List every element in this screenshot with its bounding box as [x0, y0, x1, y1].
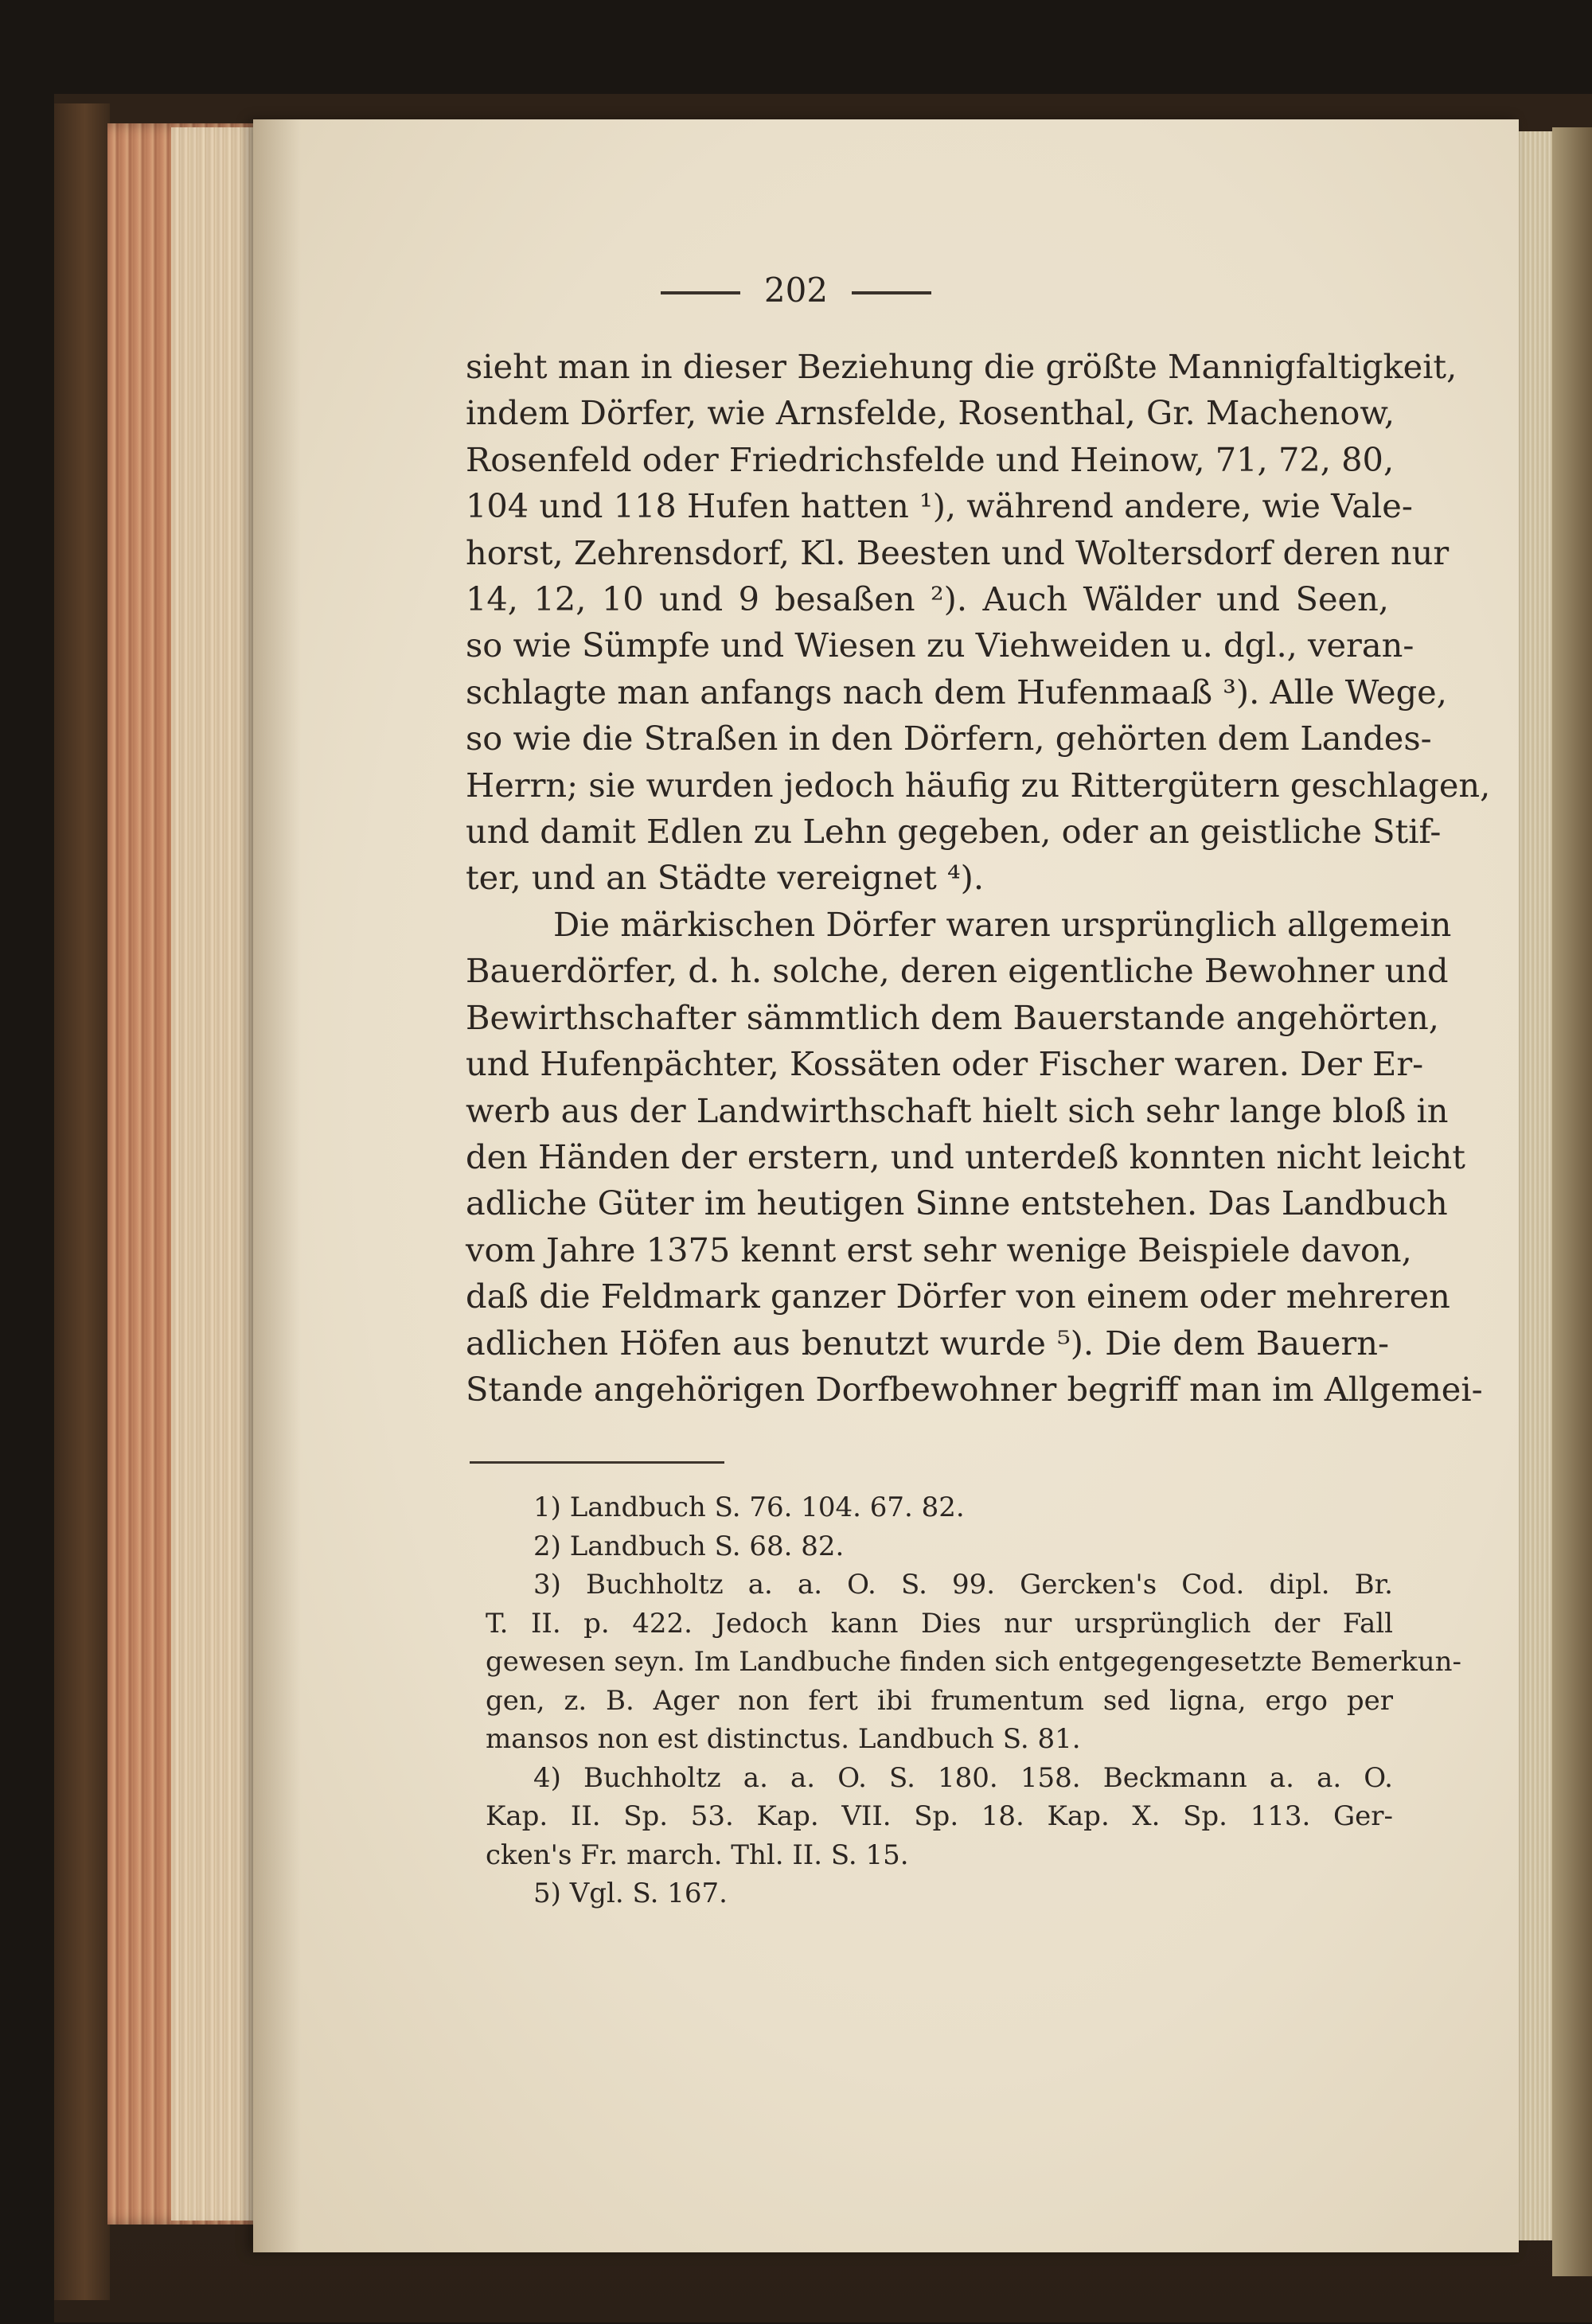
right-page-edges — [1516, 131, 1556, 2240]
page-block-inner-edges — [171, 127, 259, 2221]
body-line: indem Dörfer, wie Arnsfelde, Rosenthal, Gr. Machenow, — [466, 393, 1395, 433]
footnote-line: cken's Fr. march. Thl. II. S. 15. — [486, 1839, 909, 1871]
body-line: vom Jahre 1375 kennt erst sehr wenige Beispiele davon, — [466, 1230, 1412, 1269]
paragraph-start-line: Die märkischen Dörfer waren ursprünglich allgemein — [553, 904, 1452, 944]
body-line: 14, 12, 10 und 9 besaßen ²). Auch Wälder und Seen, — [466, 579, 1389, 619]
footnote-line: gen, z. B. Ager non fert ibi frumentum sed ligna, ergo per — [486, 1684, 1393, 1717]
body-line: so wie die Straßen in den Dörfern, gehörten dem Landes- — [466, 719, 1432, 758]
body-line: daß die Feldmark ganzer Dörfer von einem oder mehreren — [466, 1277, 1450, 1316]
body-line: horst, Zehrensdorf, Kl. Beesten und Woltersdorf deren nur — [466, 532, 1450, 572]
page-number: 202 — [763, 271, 829, 310]
right-cover-edge — [1552, 127, 1592, 2276]
page-gutter-shadow — [253, 119, 301, 2252]
body-line: Stande angehörigen Dorfbewohner begriff man im Allgemei- — [466, 1369, 1483, 1409]
footnote-line: 3) Buchholtz a. a. O. S. 99. Gercken's Cod. dipl. Br. — [533, 1569, 1393, 1601]
body-line: und damit Edlen zu Lehn gegeben, oder an geistliche Stif- — [466, 812, 1442, 852]
body-line: Rosenfeld oder Friedrichsfelde und Heinow, 71, 72, 80, — [466, 439, 1395, 479]
footnote-line: 5) Vgl. S. 167. — [533, 1878, 728, 1909]
body-line: und Hufenpächter, Kossäten oder Fischer waren. Der Er- — [466, 1044, 1424, 1084]
body-line: so wie Sümpfe und Wiesen zu Viehweiden u. dgl., veran- — [466, 626, 1414, 665]
header-dash-right — [852, 291, 931, 294]
footnote-line: gewesen seyn. Im Landbuche finden sich entgegengesetzte Bemerkun- — [486, 1646, 1462, 1678]
cover-edge — [54, 103, 110, 2300]
body-line: den Händen der erstern, und unterdeß konnten nicht leicht — [466, 1137, 1465, 1176]
running-header — [0, 271, 1592, 310]
footnote-line: T. II. p. 422. Jedoch kann Dies nur ursprünglich der Fall — [486, 1607, 1393, 1640]
body-line: ter, und an Städte vereignet ⁴). — [466, 858, 985, 898]
body-line: adliche Güter im heutigen Sinne entstehen. Das Landbuch — [466, 1183, 1448, 1223]
body-line: adlichen Höfen aus benutzt wurde ⁵). Die dem Bauern- — [466, 1323, 1389, 1363]
footnote-line: 2) Landbuch S. 68. 82. — [533, 1530, 845, 1562]
body-line: Bewirthschafter sämmtlich dem Bauerstande angehörten, — [466, 997, 1439, 1037]
body-line: Herrn; sie wurden jedoch häufig zu Rittergütern geschlagen, — [466, 765, 1491, 805]
body-line: schlagte man anfangs nach dem Hufenmaaß ³). Alle Wege, — [466, 672, 1447, 712]
footnotes — [486, 1488, 1462, 1913]
body-line: werb aus der Landwirthschaft hielt sich sehr lange bloß in — [466, 1090, 1449, 1130]
footnote-line: 1) Landbuch S. 76. 104. 67. 82. — [533, 1491, 965, 1523]
footnote-line: Kap. II. Sp. 53. Kap. VII. Sp. 18. Kap. X. Sp. 113. Ger- — [486, 1800, 1393, 1832]
body-line: sieht man in dieser Beziehung die größte Mannigfaltigkeit, — [466, 347, 1457, 386]
footnote-rule — [470, 1461, 724, 1464]
body-text — [466, 344, 1491, 1413]
footnote-line: mansos non est distinctus. Landbuch S. 81. — [486, 1723, 1081, 1755]
body-line: 104 und 118 Hufen hatten ¹), während andere, wie Vale- — [466, 486, 1413, 526]
body-line: Bauerdörfer, d. h. solche, deren eigentliche Bewohner und — [466, 951, 1449, 991]
footnote-line: 4) Buchholtz a. a. O. S. 180. 158. Beckmann a. a. O. — [533, 1761, 1393, 1794]
header-dash-left — [661, 291, 740, 294]
